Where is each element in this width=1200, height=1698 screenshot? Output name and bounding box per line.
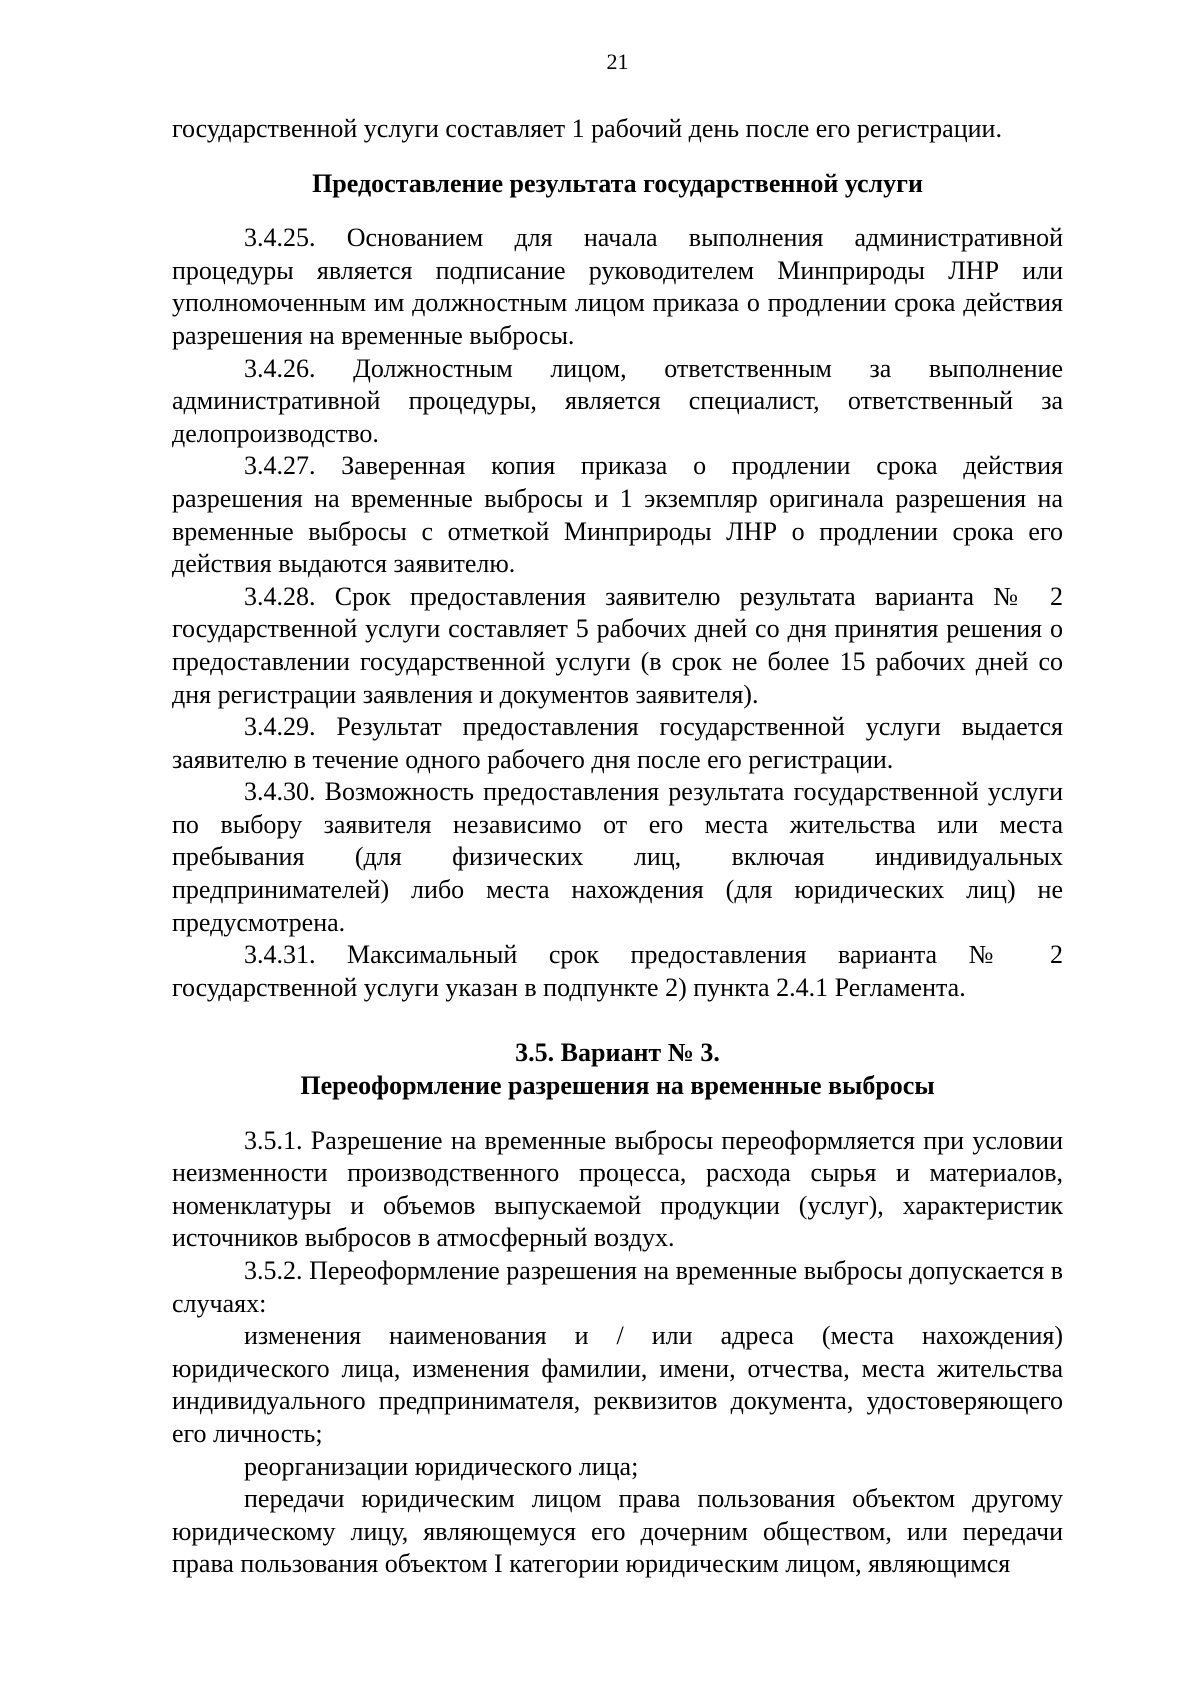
- paragraph-3-4-27: 3.4.27. Заверенная копия приказа о продлении срока действия разрешения на временные выбросы и 1 экземпляр оригинала разрешения на временные выбросы с отметкой Минприроды ЛНР о продлении срока его действия выдаются заявителю.: [172, 451, 1063, 579]
- case-item-reorganization: реорганизации юридического лица;: [244, 1451, 639, 1481]
- page-number: 21: [606, 49, 629, 74]
- case-item-transfer: передачи юридическим лицом права пользования объектом другому юридическому лицу, являющемуся его дочерним обществом, или передачи права пользования объектом I категории юридическим лицом, являющимся: [172, 1484, 1063, 1579]
- document-body: [172, 113, 1063, 1581]
- paragraph-3-4-25: 3.4.25. Основанием для начала выполнения административной процедуры является подписание руководителем Минприроды ЛНР или уполномоченным им должностным лицом приказа о продлении срока действия разрешения на временные выбросы.: [172, 223, 1063, 350]
- paragraph-3-4-26: 3.4.26. Должностным лицом, ответственным за выполнение административной процедуры, является специалист, ответственный за делопроизводство.: [172, 353, 1063, 448]
- paragraph-3-4-29: 3.4.29. Результат предоставления государственной услуги выдается заявителю в течение одного рабочего дня после его регистрации.: [172, 712, 1063, 774]
- case-item-rename: изменения наименования и / или адреса (места нахождения) юридического лица, изменения фамилии, имени, отчества, места жительства индивидуального предпринимателя, реквизитов документа, удостоверяющего его личность;: [172, 1321, 1063, 1448]
- paragraph-continuation: государственной услуги составляет 1 рабочий день после его регистрации.: [172, 114, 1002, 143]
- section-heading-variant-title: Переоформление разрешения на временные выбросы: [300, 1071, 935, 1101]
- section-heading-result: Предоставление результата государственной услуги: [312, 168, 923, 198]
- section-heading-variant-number: 3.5. Вариант № 3.: [515, 1038, 720, 1068]
- paragraph-3-5-2: 3.5.2. Переоформление разрешения на временные выбросы допускается в случаях:: [172, 1256, 1063, 1318]
- paragraph-3-4-31: 3.4.31. Максимальный срок предоставления варианта № 2 государственной услуги указан в подпункте 2) пункта 2.4.1 Регламента.: [172, 940, 1063, 1002]
- paragraph-3-4-30: 3.4.30. Возможность предоставления результата государственной услуги по выбору заявителя независимо от его места жительства или места пребывания (для физических лиц, включая индивидуальных предпринимателей) либо места нахождения (для юридических лиц) не предусмотрена.: [172, 777, 1063, 937]
- paragraph-3-4-28: 3.4.28. Срок предоставления заявителю результата варианта № 2 государственной услуги составляет 5 рабочих дней со дня принятия решения о предоставлении государственной услуги (в срок не более 15 рабочих дней со дня регистрации заявления и документов заявителя).: [172, 581, 1063, 709]
- paragraph-3-5-1: 3.5.1. Разрешение на временные выбросы переоформляется при условии неизменности производственного процесса, расхода сырья и материалов, номенклатуры и объемов выпускаемой продукции (услуг), характеристик источников выбросов в атмосферный воздух.: [172, 1125, 1063, 1253]
